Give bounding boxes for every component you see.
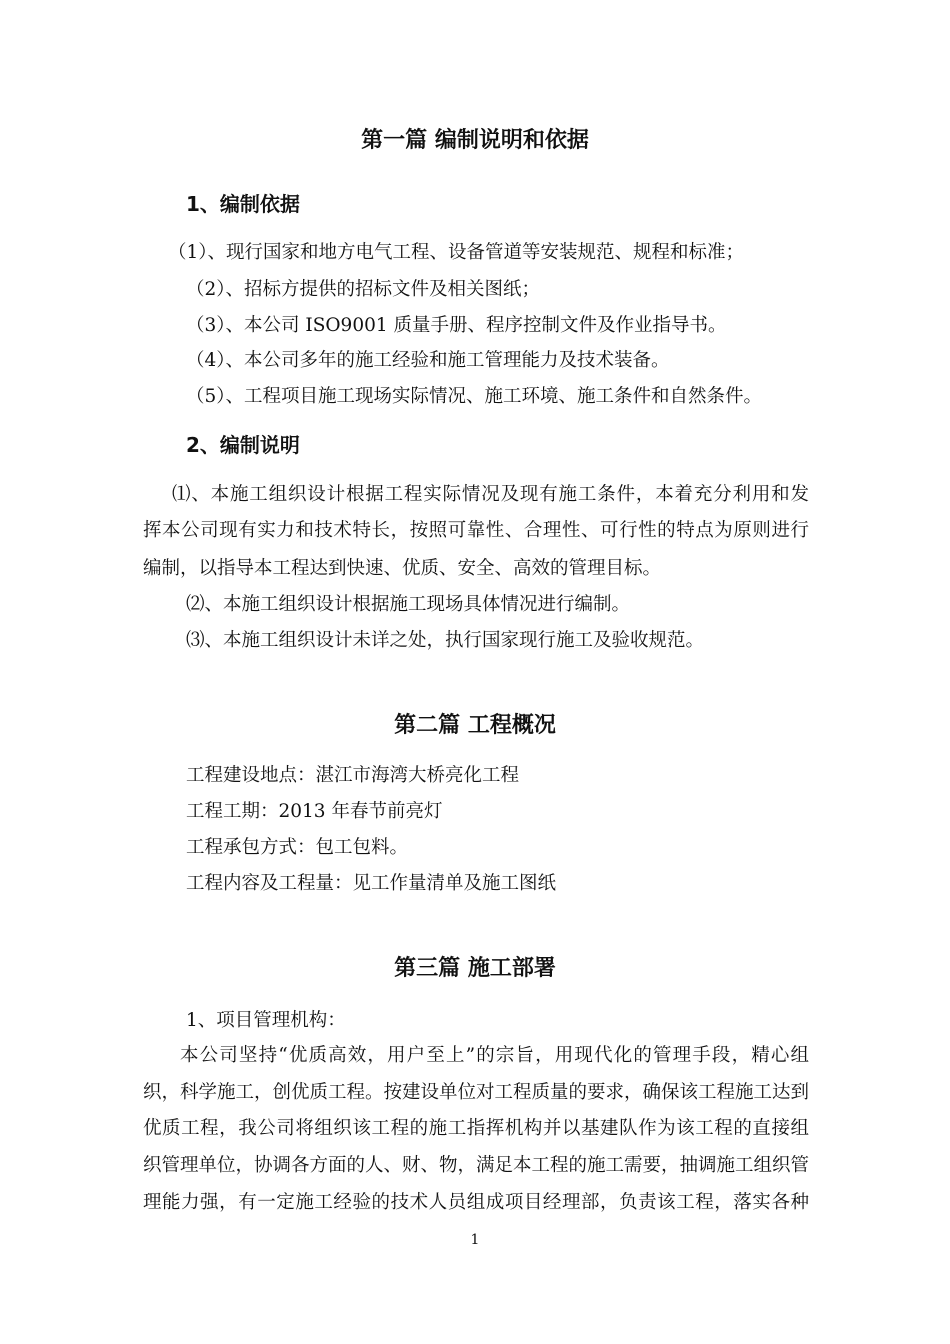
section2-heading: 2、编制说明 bbox=[186, 433, 300, 457]
overview-contract: 工程承包方式：包工包料。 bbox=[186, 837, 409, 858]
deployment-line-5: 理能力强，有一定施工经验的技术人员组成项目经理部，负责该工程，落实各种 bbox=[143, 1192, 809, 1213]
explanation-line-3: 编制，以指导本工程达到快速、优质、安全、高效的管理目标。 bbox=[143, 558, 662, 579]
overview-location: 工程建设地点：湛江市海湾大桥亮化工程 bbox=[186, 765, 520, 786]
explanation-p3: ⑶、本施工组织设计未详之处，执行国家现行施工及验收规范。 bbox=[186, 630, 705, 651]
basis-item-3: （3）、本公司 ISO9001 质量手册、程序控制文件及作业指导书。 bbox=[186, 315, 727, 336]
basis-item-5: （5）、工程项目施工现场实际情况、施工环境、施工条件和自然条件。 bbox=[186, 386, 763, 407]
deployment-line-4: 织管理单位，协调各方面的人、财、物，满足本工程的施工需要，抽调施工组织管 bbox=[143, 1155, 810, 1176]
deployment-line-2: 织，科学施工，创优质工程。按建设单位对工程质量的要求，确保该工程施工达到 bbox=[143, 1082, 810, 1103]
deployment-line-1: 本公司坚持“优质高效，用户至上”的宗旨，用现代化的管理手段，精心组 bbox=[180, 1045, 809, 1066]
deployment-line-3: 优质工程，我公司将组织该工程的施工指挥机构并以基建队作为该工程的直接组 bbox=[143, 1118, 809, 1139]
overview-period: 工程工期：2013 年春节前亮灯 bbox=[186, 801, 443, 822]
part1-title: 第一篇 编制说明和依据 bbox=[361, 128, 589, 153]
page-number: 1 bbox=[470, 1232, 480, 1248]
deployment-subheading: 1、项目管理机构： bbox=[186, 1010, 346, 1031]
explanation-line-1: ⑴、本施工组织设计根据工程实际情况及现有施工条件，本着充分利用和发 bbox=[172, 484, 809, 505]
section1-heading: 1、编制依据 bbox=[186, 192, 300, 216]
basis-item-4: （4）、本公司多年的施工经验和施工管理能力及技术装备。 bbox=[186, 350, 670, 371]
part2-title: 第二篇 工程概况 bbox=[394, 713, 556, 738]
overview-scope: 工程内容及工程量：见工作量清单及施工图纸 bbox=[186, 873, 557, 894]
basis-item-1: （1）、现行国家和地方电气工程、设备管道等安装规范、规程和标准； bbox=[168, 242, 745, 263]
basis-item-2: （2）、招标方提供的招标文件及相关图纸； bbox=[186, 279, 541, 300]
part3-title: 第三篇 施工部署 bbox=[394, 956, 556, 981]
explanation-p2: ⑵、本施工组织设计根据施工现场具体情况进行编制。 bbox=[186, 594, 631, 615]
explanation-line-2: 挥本公司现有实力和技术特长，按照可靠性、合理性、可行性的特点为原则进行 bbox=[143, 520, 809, 541]
